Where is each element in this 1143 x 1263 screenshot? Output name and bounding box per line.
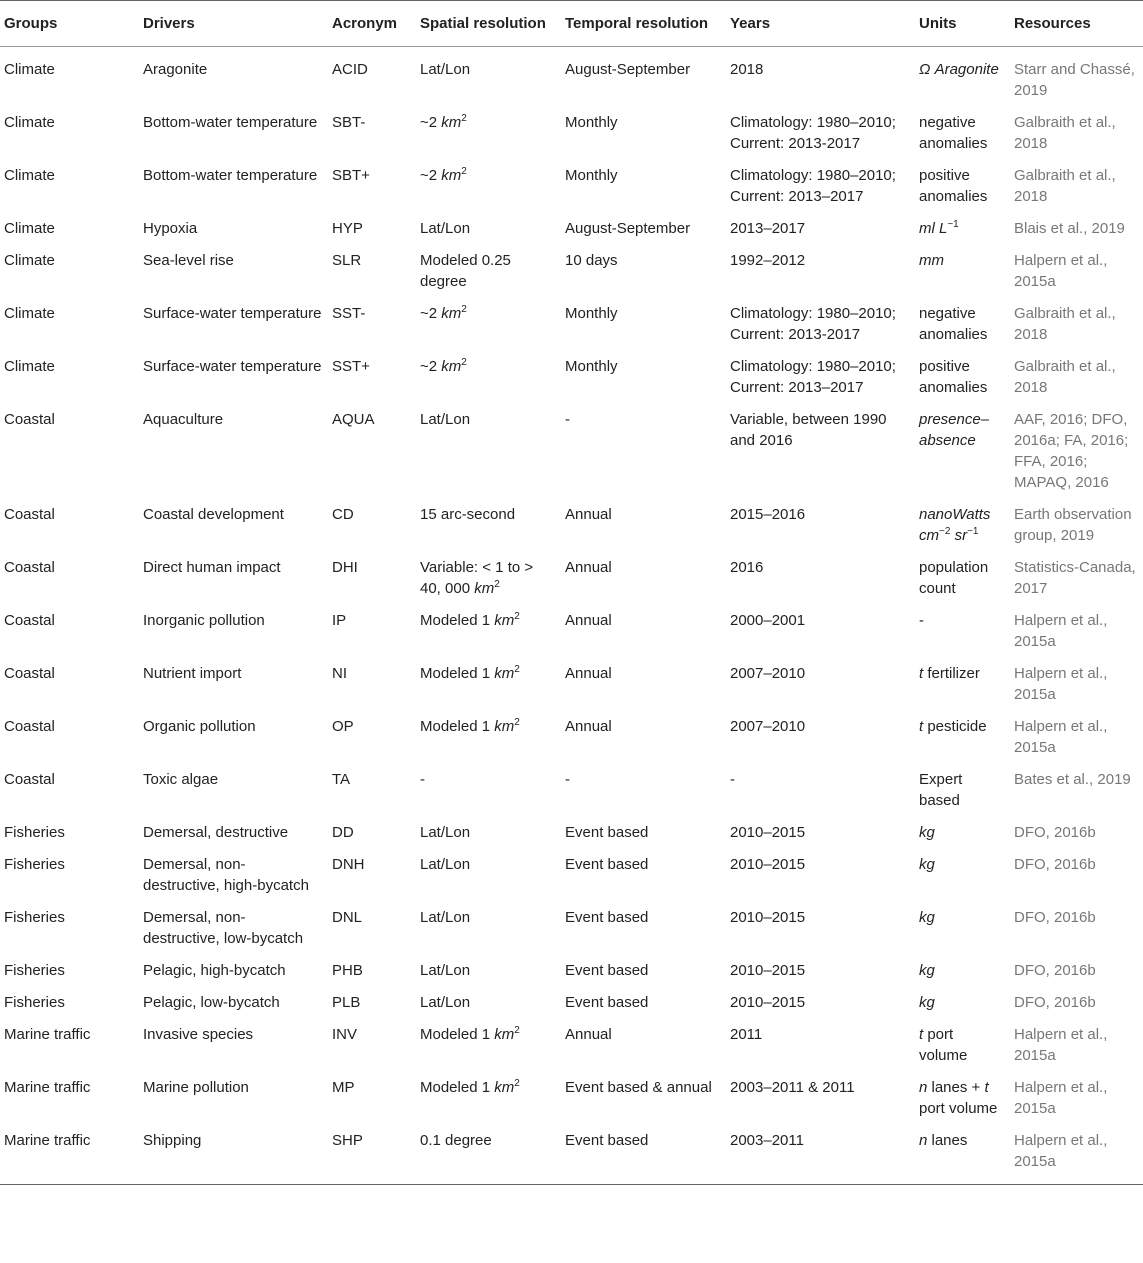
cell-spatial-resolution: Lat/Lon: [420, 824, 471, 841]
cell-acronym: SBT+: [332, 167, 370, 184]
cell-temporal-resolution: August-September: [565, 220, 691, 237]
cell-temporal-resolution: 10 days: [565, 252, 618, 269]
table-row: [0, 552, 1143, 605]
header-resources: Resources: [1014, 15, 1091, 32]
cell-acronym: IP: [332, 612, 347, 629]
cell-spatial-resolution: -: [420, 771, 425, 788]
cell-driver: Inorganic pollution: [143, 612, 265, 629]
cell-units: Expert based: [919, 771, 963, 809]
cell-acronym: AQUA: [332, 411, 375, 428]
cell-spatial-resolution: Lat/Lon: [420, 994, 471, 1011]
cell-temporal-resolution: Annual: [565, 559, 612, 576]
table-row: [0, 213, 1143, 245]
cell-resource: Halpern et al., 2015a: [1014, 1079, 1108, 1117]
cell-units: t fertilizer: [919, 665, 980, 682]
cell-years: 2010–2015: [730, 962, 806, 979]
cell-spatial-resolution: Lat/Lon: [420, 220, 471, 237]
header-years: Years: [730, 15, 771, 32]
cell-acronym: MP: [332, 1079, 355, 1096]
header-spatial-resolution: Spatial resolution: [420, 15, 546, 32]
cell-units: n lanes + t port volume: [919, 1079, 998, 1117]
cell-group: Marine traffic: [4, 1079, 91, 1096]
cell-resource: Galbraith et al., 2018: [1014, 358, 1116, 396]
table-row: [0, 499, 1143, 552]
cell-units: presence–absence: [919, 411, 990, 449]
cell-spatial-resolution: Lat/Lon: [420, 61, 471, 78]
cell-spatial-resolution: Modeled 1 $km^2$: [420, 664, 520, 682]
cell-driver: Bottom-water temperature: [143, 114, 318, 131]
table-row: [0, 47, 1143, 108]
table-row: [0, 107, 1143, 160]
cell-temporal-resolution: August-September: [565, 61, 691, 78]
cell-group: Fisheries: [4, 824, 65, 841]
cell-resource: DFO, 2016b: [1014, 962, 1096, 979]
table-row: [0, 658, 1143, 711]
cell-spatial-resolution: Modeled 1 $km^2$: [420, 1025, 520, 1043]
cell-years: Climatology: 1980–2010; Current: 2013-2017: [730, 114, 896, 152]
cell-temporal-resolution: Event based: [565, 994, 649, 1011]
cell-spatial-resolution: Lat/Lon: [420, 411, 471, 428]
table-row: [0, 160, 1143, 213]
cell-driver: Coastal development: [143, 506, 284, 523]
cell-acronym: PHB: [332, 962, 363, 979]
cell-group: Climate: [4, 114, 55, 131]
cell-spatial-resolution: ~2 $km^2$: [420, 166, 467, 184]
table-row: [0, 1072, 1143, 1125]
cell-units: mm: [919, 252, 944, 269]
cell-temporal-resolution: Event based & annual: [565, 1079, 712, 1096]
cell-spatial-resolution: Modeled 0.25 degree: [420, 252, 511, 290]
cell-resource: Bates et al., 2019: [1014, 771, 1131, 788]
cell-years: 2000–2001: [730, 612, 806, 629]
cell-temporal-resolution: -: [565, 411, 570, 428]
cell-units: negative anomalies: [919, 305, 988, 343]
cell-temporal-resolution: -: [565, 771, 570, 788]
cell-group: Coastal: [4, 718, 55, 735]
cell-years: 2015–2016: [730, 506, 806, 523]
cell-units: kg: [919, 994, 935, 1011]
cell-group: Climate: [4, 252, 55, 269]
table-row: [0, 955, 1143, 987]
cell-temporal-resolution: Annual: [565, 506, 612, 523]
header-drivers: Drivers: [143, 15, 195, 32]
cell-years: Climatology: 1980–2010; Current: 2013-2017: [730, 305, 896, 343]
cell-acronym: DD: [332, 824, 354, 841]
cell-acronym: SST+: [332, 358, 370, 375]
cell-resource: DFO, 2016b: [1014, 824, 1096, 841]
cell-resource: Halpern et al., 2015a: [1014, 665, 1108, 703]
cell-acronym: PLB: [332, 994, 361, 1011]
cell-years: 2010–2015: [730, 824, 806, 841]
cell-years: 2007–2010: [730, 718, 806, 735]
cell-resource: Halpern et al., 2015a: [1014, 252, 1108, 290]
table-row: [0, 605, 1143, 658]
cell-acronym: INV: [332, 1026, 358, 1043]
cell-spatial-resolution: ~2 $km^2$: [420, 304, 467, 322]
table-row: [0, 351, 1143, 404]
cell-driver: Sea-level rise: [143, 252, 234, 269]
cell-resource: Galbraith et al., 2018: [1014, 114, 1116, 152]
cell-group: Marine traffic: [4, 1026, 91, 1043]
table-row: [0, 764, 1143, 817]
cell-temporal-resolution: Event based: [565, 856, 649, 873]
header-units: Units: [919, 15, 957, 32]
cell-temporal-resolution: Monthly: [565, 167, 618, 184]
cell-years: Climatology: 1980–2010; Current: 2013–2017: [730, 358, 896, 396]
cell-group: Coastal: [4, 411, 55, 428]
cell-driver: Organic pollution: [143, 718, 256, 735]
cell-resource: DFO, 2016b: [1014, 909, 1096, 926]
cell-resource: DFO, 2016b: [1014, 856, 1096, 873]
cell-spatial-resolution: 15 arc-second: [420, 506, 516, 523]
cell-group: Climate: [4, 305, 55, 322]
cell-resource: Halpern et al., 2015a: [1014, 1026, 1108, 1064]
cell-resource: Galbraith et al., 2018: [1014, 167, 1116, 205]
table-row: [0, 817, 1143, 849]
cell-units: kg: [919, 856, 935, 873]
cell-units: t port volume: [919, 1026, 968, 1064]
cell-group: Coastal: [4, 771, 55, 788]
cell-group: Coastal: [4, 559, 55, 576]
cell-acronym: DNL: [332, 909, 363, 926]
cell-units: -: [919, 612, 924, 629]
cell-spatial-resolution: 0.1 degree: [420, 1132, 492, 1149]
cell-units: negative anomalies: [919, 114, 988, 152]
cell-acronym: ACID: [332, 61, 368, 78]
cell-group: Coastal: [4, 506, 55, 523]
cell-spatial-resolution: Lat/Lon: [420, 962, 471, 979]
cell-temporal-resolution: Event based: [565, 909, 649, 926]
cell-group: Coastal: [4, 665, 55, 682]
cell-years: 2010–2015: [730, 994, 806, 1011]
table-row: [0, 1019, 1143, 1072]
table-row: [0, 902, 1143, 955]
cell-group: Fisheries: [4, 962, 65, 979]
cell-units: positive anomalies: [919, 358, 988, 396]
cell-driver: Hypoxia: [143, 220, 198, 237]
cell-years: 2013–2017: [730, 220, 806, 237]
cell-temporal-resolution: Annual: [565, 665, 612, 682]
cell-group: Fisheries: [4, 856, 65, 873]
cell-years: 2018: [730, 61, 764, 78]
cell-years: 2011: [730, 1026, 763, 1043]
cell-acronym: SHP: [332, 1132, 363, 1149]
cell-spatial-resolution: Modeled 1 $km^2$: [420, 717, 520, 735]
cell-years: 2007–2010: [730, 665, 806, 682]
cell-units: ml $L^{-1}$: [919, 219, 959, 237]
cell-driver: Pelagic, low-bycatch: [143, 994, 280, 1011]
cell-temporal-resolution: Annual: [565, 612, 612, 629]
cell-temporal-resolution: Event based: [565, 962, 649, 979]
cell-resource: AAF, 2016; DFO, 2016a; FA, 2016; FFA, 2016; MAPAQ, 2016: [1014, 411, 1129, 491]
table-header: [0, 1, 1143, 47]
cell-temporal-resolution: Event based: [565, 1132, 649, 1149]
cell-driver: Demersal, non-destructive, high-bycatch: [143, 856, 309, 894]
cell-acronym: SLR: [332, 252, 362, 269]
cell-driver: Demersal, non-destructive, low-bycatch: [143, 909, 304, 947]
cell-driver: Bottom-water temperature: [143, 167, 318, 184]
cell-acronym: HYP: [332, 220, 363, 237]
cell-resource: DFO, 2016b: [1014, 994, 1096, 1011]
cell-group: Climate: [4, 358, 55, 375]
cell-units: kg: [919, 909, 935, 926]
cell-resource: Halpern et al., 2015a: [1014, 718, 1108, 756]
cell-units: kg: [919, 962, 935, 979]
cell-years: 1992–2012: [730, 252, 806, 269]
cell-resource: Statistics-Canada, 2017: [1014, 559, 1136, 597]
cell-years: 2003–2011: [730, 1132, 804, 1149]
cell-temporal-resolution: Monthly: [565, 305, 618, 322]
cell-resource: Galbraith et al., 2018: [1014, 305, 1116, 343]
cell-spatial-resolution: Lat/Lon: [420, 856, 471, 873]
cell-driver: Aragonite: [143, 61, 208, 78]
cell-driver: Marine pollution: [143, 1079, 249, 1096]
cell-driver: Aquaculture: [143, 411, 224, 428]
cell-driver: Surface-water temperature: [143, 305, 322, 322]
table-body: [0, 47, 1143, 1185]
header-temporal-resolution: Temporal resolution: [565, 15, 709, 32]
cell-spatial-resolution: Modeled 1 $km^2$: [420, 611, 520, 629]
table-row: [0, 298, 1143, 351]
cell-temporal-resolution: Monthly: [565, 114, 618, 131]
cell-resource: Halpern et al., 2015a: [1014, 1132, 1108, 1170]
cell-units: nanoWatts $cm^{-2}$ $sr^{-1}$: [919, 506, 991, 544]
cell-units: t pesticide: [919, 718, 987, 735]
header-row: [0, 1, 1143, 47]
cell-resource: Earth observation group, 2019: [1014, 506, 1132, 544]
cell-resource: Starr and Chassé, 2019: [1014, 61, 1135, 99]
cell-group: Marine traffic: [4, 1132, 91, 1149]
cell-group: Coastal: [4, 612, 55, 629]
cell-units: positive anomalies: [919, 167, 988, 205]
cell-spatial-resolution: Modeled 1 $km^2$: [420, 1078, 520, 1096]
cell-resource: Blais et al., 2019: [1014, 220, 1125, 237]
cell-driver: Pelagic, high-bycatch: [143, 962, 286, 979]
cell-resource: Halpern et al., 2015a: [1014, 612, 1108, 650]
header-groups: Groups: [4, 15, 58, 32]
cell-years: Climatology: 1980–2010; Current: 2013–2017: [730, 167, 896, 205]
cell-units: Ω Aragonite: [919, 61, 999, 78]
cell-temporal-resolution: Annual: [565, 718, 612, 735]
cell-years: -: [730, 771, 735, 788]
cell-driver: Invasive species: [143, 1026, 254, 1043]
cell-units: population count: [919, 559, 989, 597]
table-row: [0, 711, 1143, 764]
cell-acronym: DHI: [332, 559, 358, 576]
cell-driver: Nutrient import: [143, 665, 242, 682]
cell-acronym: CD: [332, 506, 354, 523]
cell-acronym: SST-: [332, 305, 366, 322]
cell-acronym: SBT-: [332, 114, 366, 131]
cell-group: Climate: [4, 61, 55, 78]
table-row: [0, 849, 1143, 902]
cell-years: 2003–2011 & 2011: [730, 1079, 855, 1096]
cell-units: kg: [919, 824, 935, 841]
cell-driver: Demersal, destructive: [143, 824, 289, 841]
cell-units: n lanes: [919, 1132, 968, 1149]
table-row: [0, 987, 1143, 1019]
cell-acronym: NI: [332, 665, 347, 682]
cell-years: 2010–2015: [730, 909, 806, 926]
cell-acronym: OP: [332, 718, 354, 735]
cell-acronym: TA: [332, 771, 351, 788]
header-acronym: Acronym: [332, 15, 398, 32]
cell-years: 2016: [730, 559, 764, 576]
cell-driver: Direct human impact: [143, 559, 281, 576]
cell-driver: Surface-water temperature: [143, 358, 322, 375]
cell-spatial-resolution: ~2 $km^2$: [420, 357, 467, 375]
cell-spatial-resolution: Lat/Lon: [420, 909, 471, 926]
table-row: [0, 1125, 1143, 1185]
cell-group: Fisheries: [4, 994, 65, 1011]
cell-temporal-resolution: Event based: [565, 824, 649, 841]
cell-group: Climate: [4, 220, 55, 237]
table-row: [0, 404, 1143, 499]
cell-driver: Shipping: [143, 1132, 202, 1149]
cell-spatial-resolution: ~2 $km^2$: [420, 113, 467, 131]
cell-temporal-resolution: Monthly: [565, 358, 618, 375]
cell-temporal-resolution: Annual: [565, 1026, 612, 1043]
cell-spatial-resolution: Variable: < 1 to > 40, 000 $km^2$: [420, 559, 534, 597]
cell-group: Fisheries: [4, 909, 65, 926]
cell-years: Variable, between 1990 and 2016: [730, 411, 887, 449]
cell-years: 2010–2015: [730, 856, 806, 873]
table-row: [0, 245, 1143, 298]
cell-acronym: DNH: [332, 856, 365, 873]
cell-group: Climate: [4, 167, 55, 184]
cell-driver: Toxic algae: [143, 771, 219, 788]
